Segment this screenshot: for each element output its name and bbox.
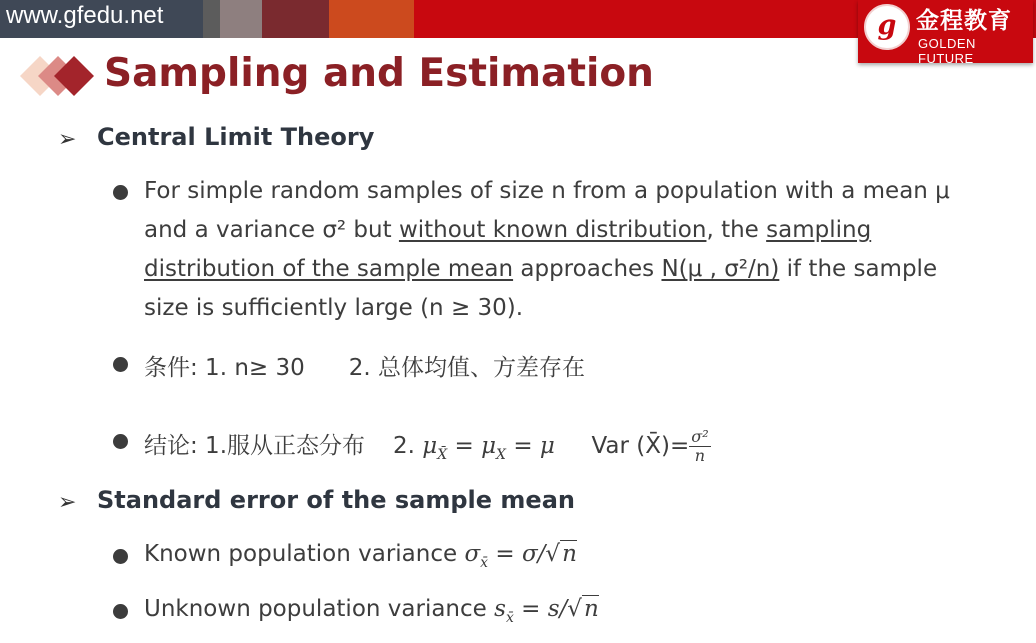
banner-segment: [262, 0, 329, 38]
clt-line-1: For simple random samples of size n from a population with a mean μ: [144, 178, 950, 204]
clt-line-4: size is sufficiently large (n ≥ 30).: [144, 295, 524, 321]
conclusion-label: 结论: 1.服从正态分布: [144, 433, 366, 459]
arrow-bullet-icon: ➢: [58, 490, 77, 515]
logo-glyph: g: [877, 10, 897, 41]
brand-name-cn: 金程教育: [916, 8, 1012, 34]
site-url[interactable]: www.gfedu.net: [6, 2, 164, 29]
clt-underline-no-dist: without known distribution: [398, 217, 707, 243]
clt-line-3: [144, 256, 937, 282]
clt-underline-normal: N(μ , σ²/n): [661, 256, 780, 282]
conditions-label: 条件: 1. n≥ 30: [144, 355, 305, 381]
bullet-dot: [113, 434, 128, 449]
conditions-line: [144, 349, 585, 382]
variance-fraction: $\frac{\text{σ²}}{n}$: [691, 427, 709, 465]
brand-logo: [858, 0, 1033, 66]
bullet-dot: [113, 604, 128, 619]
bullet-dot: [113, 357, 128, 372]
section-heading-clt: Central Limit Theory: [97, 123, 375, 151]
clt-line-2a: and a variance σ² but: [144, 217, 399, 243]
unknown-variance-line: [144, 596, 599, 626]
clt-line-3b: approaches: [513, 256, 662, 282]
banner-segment: [203, 0, 220, 38]
clt-line-2: [144, 217, 871, 243]
clt-line-3d: if the sample: [779, 256, 938, 282]
clt-line-2c: , the: [706, 217, 767, 243]
variance-label: Var (X̄)=: [591, 433, 690, 459]
known-variance-label: Known population variance: [144, 541, 458, 567]
banner-segment: [329, 0, 414, 38]
bullet-dot: [113, 549, 128, 564]
conclusion-2-prefix: 2.: [393, 433, 415, 459]
clt-underline-sampling: sampling: [766, 217, 872, 243]
conclusion-line: [144, 427, 711, 465]
brand-name-en: GOLDEN FUTURE: [918, 36, 976, 66]
page-title: Sampling and Estimation: [104, 51, 654, 96]
known-se-formula: $\sigma_{x̄} = \sigma/√n$: [464, 541, 577, 571]
section-heading-se: Standard error of the sample mean: [97, 486, 575, 514]
known-variance-line: [144, 541, 577, 571]
unknown-se-formula: $s_{x̄} = s/√n$: [494, 596, 599, 626]
bullet-dot: [113, 185, 128, 200]
conditions-2: 2. 总体均值、方差存在: [348, 355, 586, 381]
clt-underline-dist-mean: distribution of the sample mean: [144, 256, 514, 282]
logo-emblem-icon: [864, 4, 910, 50]
title-diamonds-icon: [18, 52, 98, 100]
arrow-bullet-icon: ➢: [58, 127, 77, 152]
banner-segment: [220, 0, 262, 38]
mean-formula: $\mu_{X̄} = \mu_X = \mu$: [422, 433, 555, 463]
unknown-variance-label: Unknown population variance: [144, 596, 487, 622]
